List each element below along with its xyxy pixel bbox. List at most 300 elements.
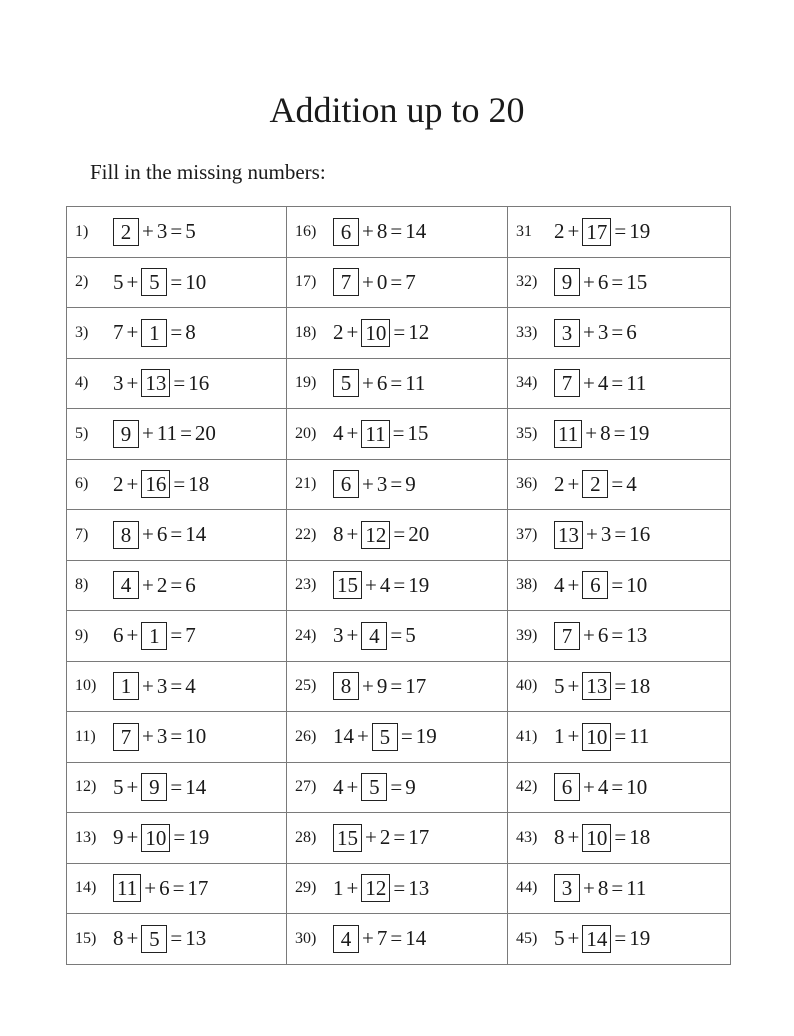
worksheet-title: Addition up to 20 <box>269 90 525 130</box>
problem-number: 30) <box>295 929 317 947</box>
sum: 8 <box>185 320 196 345</box>
sum: 9 <box>405 774 416 799</box>
equals-sign: = <box>170 926 183 951</box>
addend: 6 <box>113 623 124 648</box>
problem-cell <box>508 712 731 763</box>
equation <box>113 521 206 549</box>
grid-row <box>67 863 731 914</box>
equation <box>554 268 647 296</box>
answer-box[interactable]: 5 <box>141 925 167 953</box>
problem-number: 5) <box>75 424 89 442</box>
plus-sign: + <box>362 673 374 698</box>
addend: 8 <box>113 926 124 951</box>
equation <box>113 672 196 700</box>
addend: 4 <box>333 774 344 799</box>
equation <box>333 420 428 448</box>
answer-box[interactable]: 2 <box>582 470 608 498</box>
answer-box[interactable]: 7 <box>333 268 359 296</box>
addend: 6 <box>159 875 170 900</box>
equals-sign: = <box>611 320 624 345</box>
answer-box[interactable]: 14 <box>582 925 611 953</box>
plus-sign: + <box>126 320 139 345</box>
problem-number: 20) <box>295 424 317 442</box>
sum: 10 <box>185 724 207 749</box>
sum: 19 <box>415 724 437 749</box>
equals-sign: = <box>390 370 403 395</box>
equals-sign: = <box>611 471 624 496</box>
equals-sign: = <box>170 724 183 749</box>
answer-box[interactable]: 10 <box>582 824 611 852</box>
addend: 6 <box>597 269 609 294</box>
answer-box[interactable]: 10 <box>141 824 170 852</box>
problem-number: 19) <box>295 374 317 392</box>
sum: 18 <box>629 825 651 850</box>
problem-number: 10) <box>75 677 97 695</box>
plus-sign: + <box>583 370 595 395</box>
problem-number: 32) <box>516 273 538 291</box>
answer-box[interactable]: 7 <box>554 622 580 650</box>
addend: 8 <box>597 875 609 900</box>
answer-box[interactable]: 3 <box>554 874 580 902</box>
plus-sign: + <box>362 219 374 244</box>
equals-sign: = <box>611 370 624 395</box>
addend: 2 <box>379 825 391 850</box>
sum: 19 <box>629 219 651 244</box>
answer-box[interactable]: 10 <box>582 723 611 751</box>
problem-number: 17) <box>295 273 317 291</box>
problem-cell <box>67 762 287 813</box>
problem-cell <box>508 409 731 460</box>
equation <box>113 420 216 448</box>
addend: 3 <box>113 370 124 395</box>
plus-sign: + <box>583 269 595 294</box>
equals-sign: = <box>180 421 192 446</box>
problem-cell <box>508 560 731 611</box>
sum: 10 <box>185 269 207 294</box>
addend: 3 <box>156 724 168 749</box>
equals-sign: = <box>611 774 624 799</box>
grid-row <box>67 207 731 258</box>
equals-sign: = <box>611 269 624 294</box>
addend: 3 <box>156 219 168 244</box>
equation <box>554 369 646 397</box>
equation <box>554 521 650 549</box>
equals-sign: = <box>170 673 183 698</box>
plus-sign: + <box>142 724 154 749</box>
problem-number: 36) <box>516 475 538 493</box>
equation <box>333 672 426 700</box>
equation <box>113 925 206 953</box>
problem-number: 38) <box>516 576 538 594</box>
answer-box[interactable]: 6 <box>333 470 359 498</box>
sum: 19 <box>188 825 210 850</box>
equals-sign: = <box>614 673 627 698</box>
problem-cell <box>67 863 287 914</box>
sum: 10 <box>626 774 648 799</box>
equation <box>333 521 429 549</box>
problem-cell <box>67 712 287 763</box>
answer-box[interactable]: 13 <box>582 672 611 700</box>
problem-cell <box>67 459 287 510</box>
addend: 8 <box>376 219 388 244</box>
problem-cell <box>508 762 731 813</box>
plus-sign: + <box>362 926 374 951</box>
plus-sign: + <box>585 421 598 446</box>
problem-cell <box>508 358 731 409</box>
answer-box[interactable]: 13 <box>554 521 583 549</box>
equation <box>554 218 650 246</box>
equals-sign: = <box>390 673 403 698</box>
answer-box[interactable]: 1 <box>113 672 139 700</box>
grid-row <box>67 409 731 460</box>
grid-row <box>67 611 731 662</box>
problem-number: 29) <box>295 879 317 897</box>
addend: 8 <box>600 421 611 446</box>
plus-sign: + <box>142 421 154 446</box>
problem-cell <box>287 712 508 763</box>
plus-sign: + <box>567 572 580 597</box>
problem-number: 21) <box>295 475 317 493</box>
problem-cell <box>287 308 508 359</box>
sum: 5 <box>185 219 196 244</box>
addend: 11 <box>156 421 178 446</box>
answer-box[interactable]: 12 <box>361 521 390 549</box>
equals-sign: = <box>170 269 183 294</box>
problem-cell <box>508 257 731 308</box>
plus-sign: + <box>346 774 359 799</box>
equals-sign: = <box>390 623 403 648</box>
answer-box[interactable]: 6 <box>554 773 580 801</box>
sum: 13 <box>408 875 430 900</box>
problem-number: 12) <box>75 778 97 796</box>
equation <box>554 571 647 599</box>
answer-box[interactable]: 12 <box>361 874 390 902</box>
equation <box>113 824 209 852</box>
problem-number: 16) <box>295 222 317 240</box>
plus-sign: + <box>346 623 359 648</box>
problem-number: 43) <box>516 828 538 846</box>
plus-sign: + <box>142 572 154 597</box>
grid-row <box>67 914 731 965</box>
answer-box[interactable]: 16 <box>141 470 170 498</box>
plus-sign: + <box>126 370 139 395</box>
problem-cell <box>508 308 731 359</box>
answer-box[interactable]: 11 <box>554 420 582 448</box>
equation <box>333 571 429 599</box>
equals-sign: = <box>614 825 627 850</box>
plus-sign: + <box>126 774 139 799</box>
grid-row <box>67 762 731 813</box>
equation <box>333 319 429 347</box>
equals-sign: = <box>390 926 403 951</box>
grid-row <box>67 813 731 864</box>
equals-sign: = <box>392 421 405 446</box>
equals-sign: = <box>614 926 627 951</box>
addend: 6 <box>597 623 609 648</box>
sum: 17 <box>408 825 430 850</box>
equals-sign: = <box>611 875 624 900</box>
problem-cell <box>287 560 508 611</box>
answer-box[interactable]: 4 <box>361 622 387 650</box>
answer-box[interactable]: 5 <box>141 268 167 296</box>
problem-number: 4) <box>75 374 89 392</box>
problem-cell <box>287 914 508 965</box>
plus-sign: + <box>567 219 580 244</box>
equation <box>554 420 649 448</box>
answer-box[interactable]: 6 <box>333 218 359 246</box>
plus-sign: + <box>583 320 595 345</box>
addend: 8 <box>333 522 344 547</box>
answer-box[interactable]: 9 <box>141 773 167 801</box>
grid-row <box>67 661 731 712</box>
equation <box>113 723 206 751</box>
problem-number: 37) <box>516 525 538 543</box>
equation <box>554 470 637 498</box>
addend: 6 <box>156 522 168 547</box>
plus-sign: + <box>362 269 374 294</box>
sum: 4 <box>185 673 196 698</box>
problem-number: 40) <box>516 677 538 695</box>
problem-number: 44) <box>516 879 538 897</box>
addend: 14 <box>333 724 354 749</box>
addend: 2 <box>333 320 344 345</box>
equals-sign: = <box>400 724 413 749</box>
answer-box[interactable]: 10 <box>361 319 390 347</box>
equals-sign: = <box>173 471 186 496</box>
addend: 4 <box>333 421 344 446</box>
addend: 5 <box>554 926 565 951</box>
equals-sign: = <box>393 522 406 547</box>
problem-cell <box>67 611 287 662</box>
equals-sign: = <box>390 471 403 496</box>
sum: 16 <box>629 522 651 547</box>
answer-box[interactable]: 7 <box>554 369 580 397</box>
equals-sign: = <box>173 370 186 395</box>
problem-cell <box>287 510 508 561</box>
plus-sign: + <box>346 320 359 345</box>
equals-sign: = <box>170 623 183 648</box>
equals-sign: = <box>170 320 183 345</box>
sum: 19 <box>408 572 430 597</box>
addend: 4 <box>554 572 565 597</box>
answer-box[interactable]: 8 <box>333 672 359 700</box>
problem-number: 34) <box>516 374 538 392</box>
equation <box>554 723 649 751</box>
answer-box[interactable]: 6 <box>582 571 608 599</box>
answer-box[interactable]: 8 <box>113 521 139 549</box>
problem-number: 2) <box>75 273 89 291</box>
answer-box[interactable]: 15 <box>333 824 362 852</box>
problem-number: 27) <box>295 778 317 796</box>
addend: 8 <box>554 825 565 850</box>
equation <box>113 470 209 498</box>
problem-number: 24) <box>295 626 317 644</box>
problem-cell <box>508 611 731 662</box>
problem-cell <box>67 358 287 409</box>
equals-sign: = <box>170 522 183 547</box>
equals-sign: = <box>393 572 406 597</box>
answer-box[interactable]: 4 <box>113 571 139 599</box>
addend: 2 <box>554 471 565 496</box>
equation <box>333 874 429 902</box>
answer-box[interactable]: 1 <box>141 319 167 347</box>
plus-sign: + <box>142 673 154 698</box>
sum: 19 <box>629 926 651 951</box>
sum: 11 <box>626 875 647 900</box>
problem-number: 14) <box>75 879 97 897</box>
equation <box>333 824 429 852</box>
sum: 14 <box>405 219 427 244</box>
sum: 11 <box>629 724 650 749</box>
answer-box[interactable]: 9 <box>554 268 580 296</box>
plus-sign: + <box>567 724 580 749</box>
equation <box>113 571 196 599</box>
problem-number: 31 <box>516 222 532 240</box>
grid-row <box>67 308 731 359</box>
sum: 15 <box>407 421 429 446</box>
addend: 5 <box>113 774 124 799</box>
problem-cell <box>67 914 287 965</box>
grid-row <box>67 459 731 510</box>
equals-sign: = <box>611 623 624 648</box>
sum: 6 <box>626 320 637 345</box>
equals-sign: = <box>173 825 186 850</box>
answer-box[interactable]: 7 <box>113 723 139 751</box>
problem-cell <box>287 661 508 712</box>
plus-sign: + <box>346 522 359 547</box>
problem-number: 35) <box>516 424 538 442</box>
problem-number: 6) <box>75 475 89 493</box>
equals-sign: = <box>614 219 627 244</box>
problem-number: 23) <box>295 576 317 594</box>
problem-number: 1) <box>75 222 89 240</box>
plus-sign: + <box>142 219 154 244</box>
addend: 7 <box>376 926 388 951</box>
problem-number: 7) <box>75 525 89 543</box>
answer-box[interactable]: 9 <box>113 420 139 448</box>
equals-sign: = <box>614 724 627 749</box>
equation <box>554 824 650 852</box>
problem-number: 25) <box>295 677 317 695</box>
addend: 3 <box>597 320 609 345</box>
problem-cell <box>67 813 287 864</box>
plus-sign: + <box>126 269 139 294</box>
answer-box[interactable]: 13 <box>141 369 170 397</box>
problem-cell <box>508 914 731 965</box>
sum: 5 <box>405 623 416 648</box>
plus-sign: + <box>365 825 377 850</box>
problem-number: 26) <box>295 727 317 745</box>
equation <box>333 723 437 751</box>
answer-box[interactable]: 5 <box>372 723 398 751</box>
problem-number: 13) <box>75 828 97 846</box>
sum: 14 <box>185 522 207 547</box>
plus-sign: + <box>346 421 359 446</box>
equals-sign: = <box>170 219 183 244</box>
addend: 1 <box>333 875 344 900</box>
plus-sign: + <box>126 926 139 951</box>
plus-sign: + <box>567 673 580 698</box>
sum: 17 <box>405 673 427 698</box>
problem-number: 9) <box>75 626 89 644</box>
problem-cell <box>67 510 287 561</box>
sum: 15 <box>626 269 648 294</box>
answer-box[interactable]: 3 <box>554 319 580 347</box>
addend: 4 <box>379 572 391 597</box>
addend: 9 <box>113 825 124 850</box>
instructions: Fill in the missing numbers: <box>90 160 326 184</box>
sum: 19 <box>628 421 650 446</box>
equals-sign: = <box>390 774 403 799</box>
addend: 5 <box>554 673 565 698</box>
problem-cell <box>287 762 508 813</box>
equation <box>333 925 426 953</box>
answer-box[interactable]: 2 <box>113 218 139 246</box>
equation <box>554 773 647 801</box>
problem-cell <box>287 207 508 258</box>
addend: 7 <box>113 320 124 345</box>
addend: 0 <box>376 269 388 294</box>
plus-sign: + <box>362 370 374 395</box>
equation <box>333 369 425 397</box>
addend: 4 <box>597 370 609 395</box>
equation <box>333 470 416 498</box>
problem-cell <box>287 257 508 308</box>
problem-number: 11) <box>75 727 96 745</box>
sum: 10 <box>626 572 648 597</box>
answer-box[interactable]: 15 <box>333 571 362 599</box>
problem-cell <box>67 308 287 359</box>
addend: 3 <box>156 673 168 698</box>
plus-sign: + <box>586 522 598 547</box>
sum: 13 <box>626 623 648 648</box>
problem-cell <box>287 409 508 460</box>
sum: 18 <box>629 673 651 698</box>
plus-sign: + <box>144 875 157 900</box>
answer-box[interactable]: 5 <box>361 773 387 801</box>
sum: 7 <box>405 269 416 294</box>
answer-box[interactable]: 11 <box>113 874 141 902</box>
addend: 9 <box>376 673 388 698</box>
equation <box>113 319 196 347</box>
problem-cell <box>508 510 731 561</box>
problem-number: 45) <box>516 929 538 947</box>
problem-number: 39) <box>516 626 538 644</box>
equation <box>113 369 209 397</box>
plus-sign: + <box>583 774 595 799</box>
equation <box>333 268 416 296</box>
equals-sign: = <box>390 269 403 294</box>
answer-box[interactable]: 4 <box>333 925 359 953</box>
problem-cell <box>67 661 287 712</box>
answer-box[interactable]: 17 <box>582 218 611 246</box>
problem-cell <box>287 813 508 864</box>
plus-sign: + <box>567 825 580 850</box>
equals-sign: = <box>170 572 183 597</box>
answer-box[interactable]: 1 <box>141 622 167 650</box>
answer-box[interactable]: 11 <box>361 420 389 448</box>
equation <box>554 925 650 953</box>
plus-sign: + <box>362 471 374 496</box>
problem-cell <box>287 459 508 510</box>
plus-sign: + <box>365 572 377 597</box>
plus-sign: + <box>126 825 139 850</box>
answer-box[interactable]: 5 <box>333 369 359 397</box>
problem-cell <box>508 863 731 914</box>
equals-sign: = <box>613 421 626 446</box>
sum: 17 <box>187 875 209 900</box>
plus-sign: + <box>346 875 359 900</box>
